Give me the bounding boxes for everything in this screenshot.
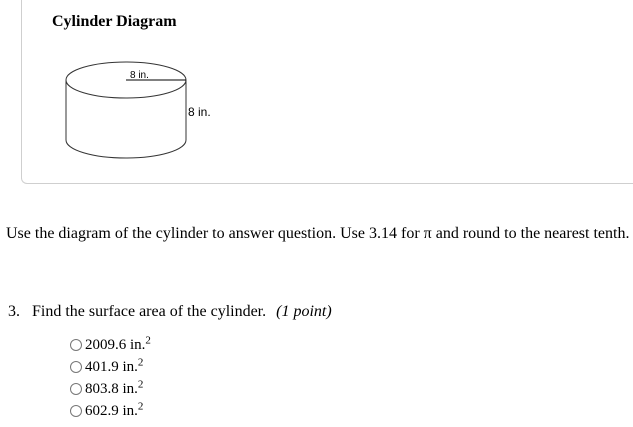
answer-option-label: 602.9 in.$^2$ <box>85 400 144 419</box>
radio-button[interactable] <box>70 339 82 351</box>
answer-option-label: 401.9 in.$^2$ <box>85 356 144 375</box>
diagram-title: Cylinder Diagram <box>52 13 177 30</box>
question-text: Find the surface area of the cylinder. <box>32 303 267 320</box>
radio-button[interactable] <box>70 405 82 417</box>
cylinder-bottom-arc <box>66 140 186 158</box>
radio-button[interactable] <box>70 361 82 373</box>
height-label: 8 in. <box>188 105 211 119</box>
answer-option-4[interactable] <box>70 400 151 422</box>
cylinder-diagram <box>60 60 230 162</box>
answer-option-label: 803.8 in.$^2$ <box>85 378 144 397</box>
question <box>8 303 332 321</box>
answer-option-2[interactable] <box>70 356 151 378</box>
answer-option-3[interactable] <box>70 378 151 400</box>
answer-choices <box>70 334 151 422</box>
question-number: 3. <box>8 303 20 320</box>
radio-button[interactable] <box>70 383 82 395</box>
instructions-text: Use the diagram of the cylinder to answer question. Use 3.14 for π and round to the nearest tenth. <box>6 225 630 242</box>
question-points: (1 point) <box>276 303 332 320</box>
answer-option-label: 2009.6 in.$^2$ <box>85 334 151 353</box>
answer-option-1[interactable] <box>70 334 151 356</box>
radius-label: 8 in. <box>130 70 149 81</box>
